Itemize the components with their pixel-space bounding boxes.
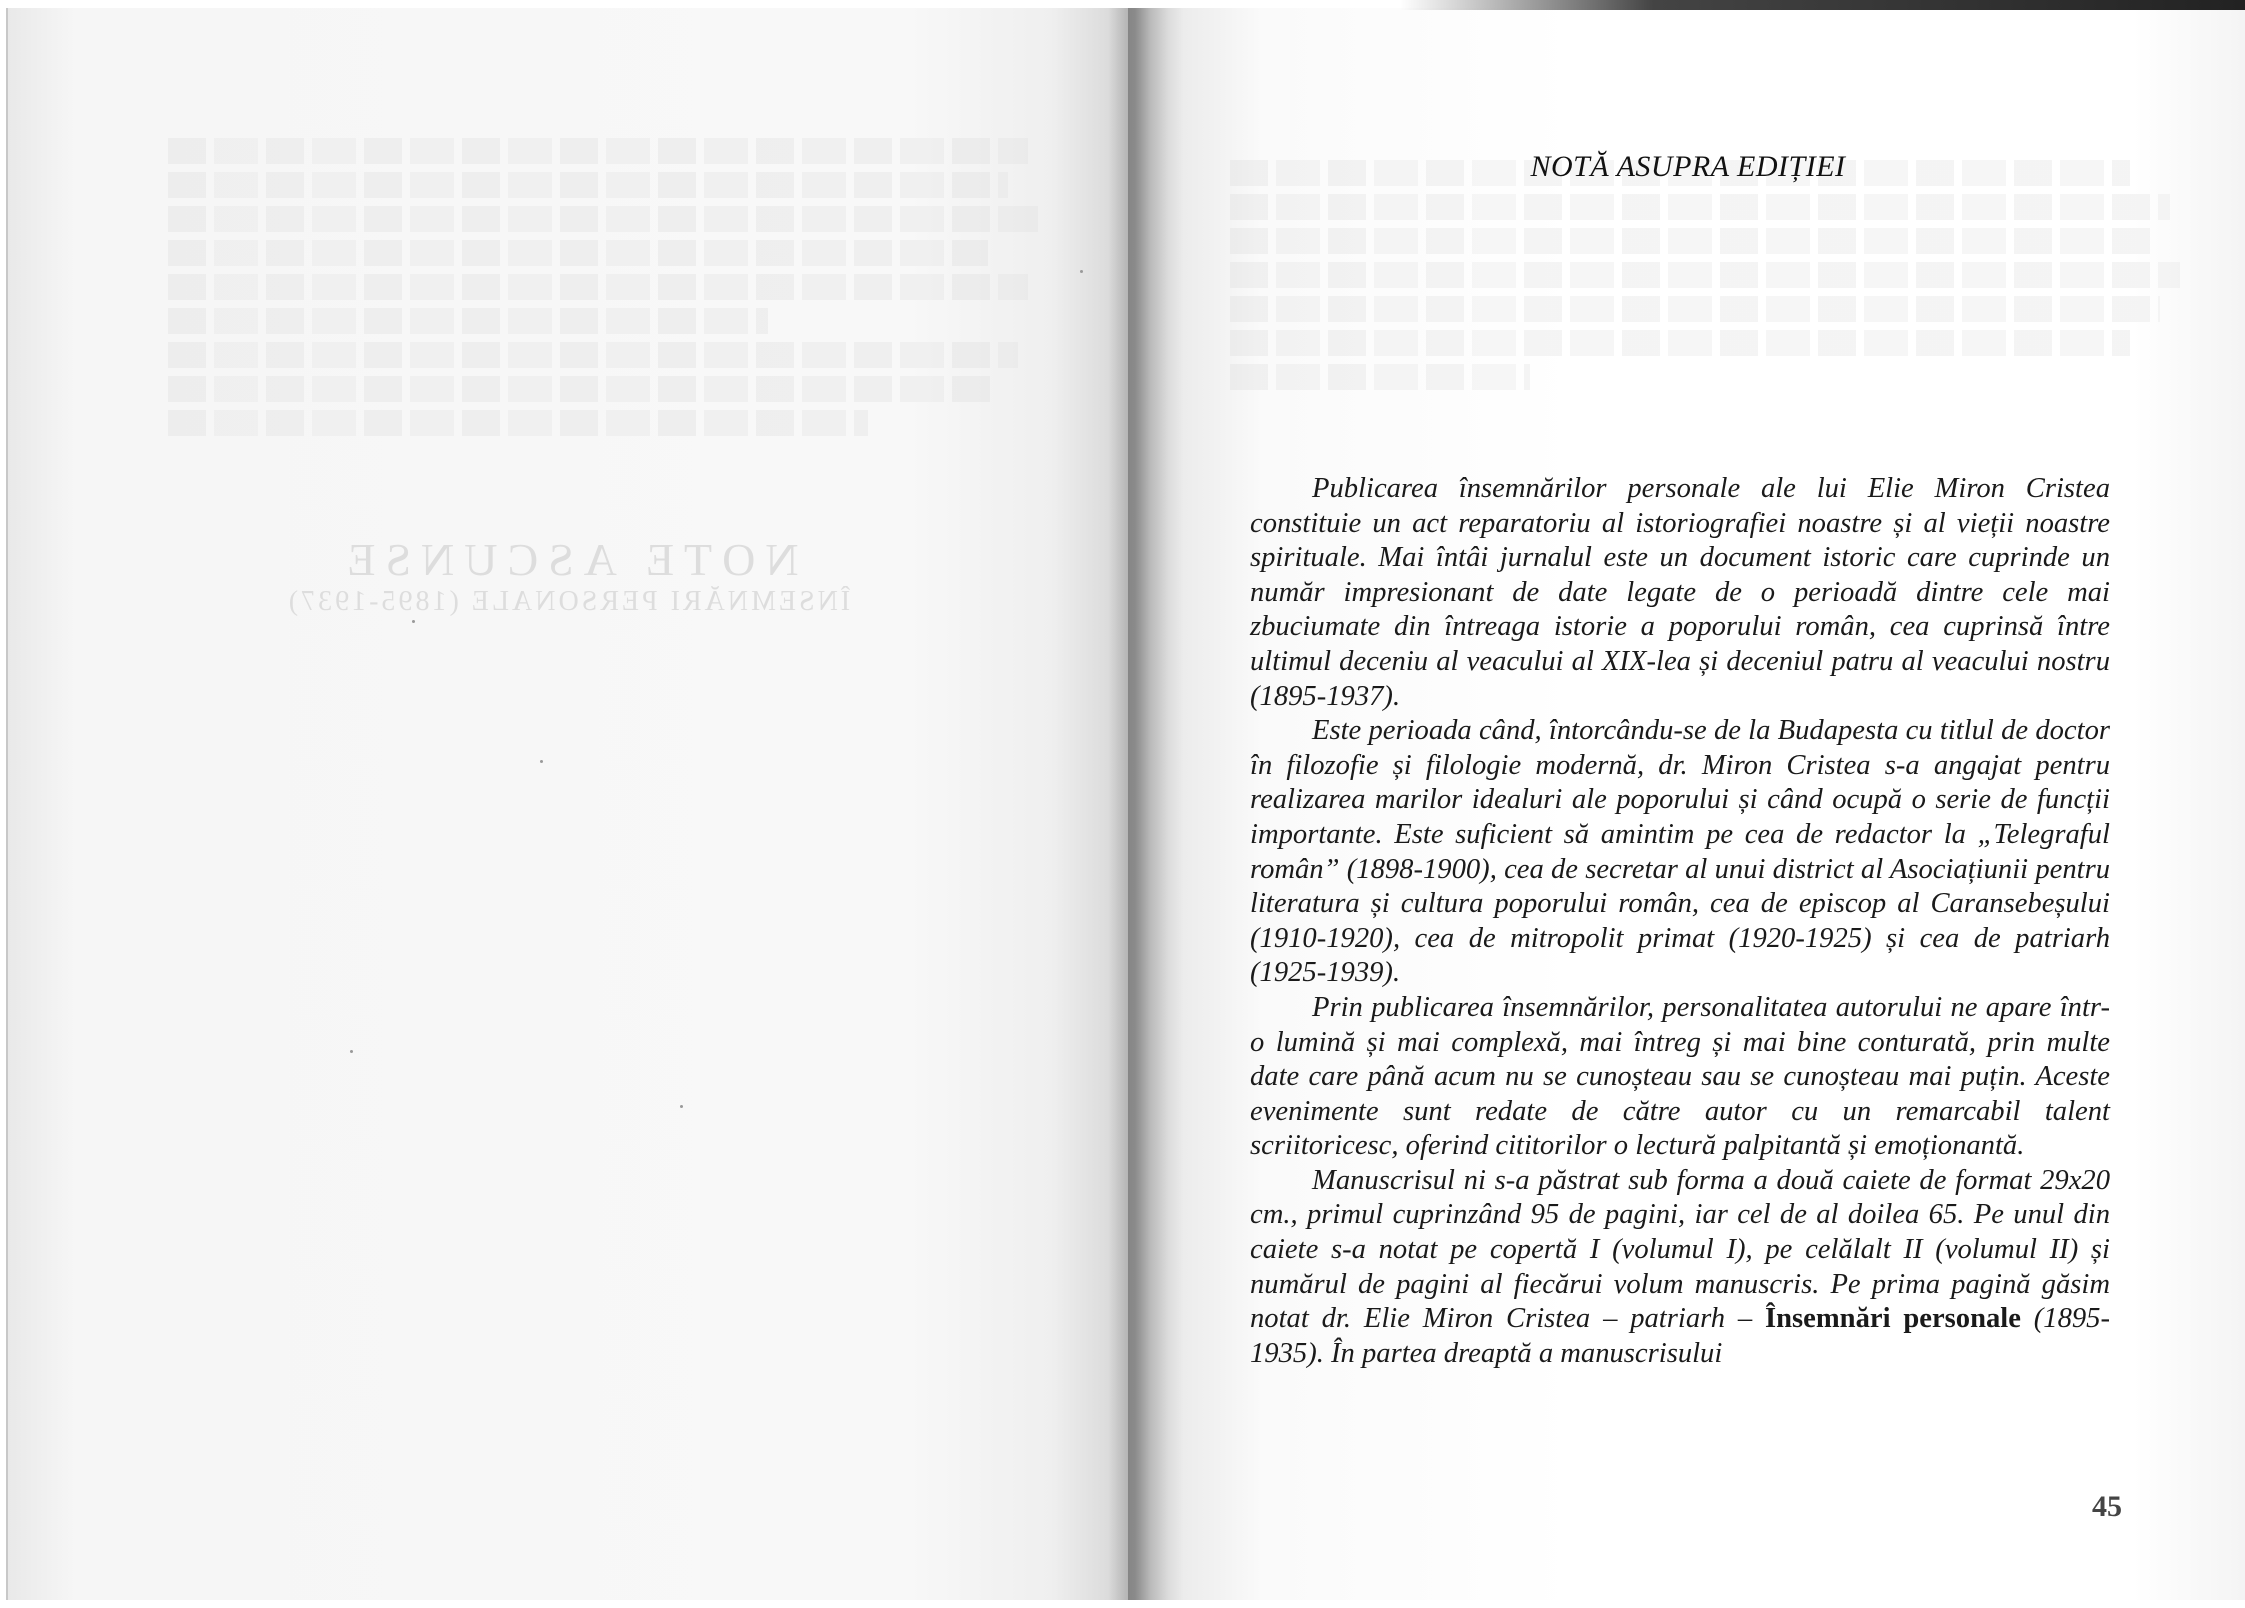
paragraph-4 bbox=[1250, 1164, 2110, 1372]
paper-speck bbox=[412, 620, 415, 623]
paragraph-4-bold-title: Însemnări personale bbox=[1765, 1303, 2021, 1335]
paragraph-2: Este perioada când, întorcându-se de la Budapesta cu titlul de doctor în filozofie și filologie modernă, dr. Miron Cristea s-a angajat pentru realizarea marilor idealuri ale poporului și când ocupă o serie de funcții importante. Este suficient să amintim pe cea de redactor la „Telegraful român” (1898-1900), cea de secretar al unui district al Asociațiunii pentru literatura și cultura poporului român, cea de episcop al Caransebeșului (1910-1920), cea de mitropolit primat (1920-1925) și cea de patriarh (1925-1939). bbox=[1250, 715, 2110, 989]
paper-speck bbox=[350, 1050, 353, 1053]
left-page bbox=[6, 8, 1130, 1600]
body-text bbox=[1250, 472, 2110, 1371]
paragraph-1: Publicarea însemnărilor personale ale lui Elie Miron Cristea constituie un act reparatoriu al istoriografiei noastre și al vieții noastre spirituale. Mai întâi jurnalul este un document istoric care cuprinde un număr impresionant de date legate de o perioadă dintre cele mai zbuciumate din întreaga istorie a poporului român, cea cuprinsă între ultimul deceniu al veacului al XIX-lea și deceniul patru al veacului nostru (1895-1937). bbox=[1250, 473, 2110, 712]
scan-edge bbox=[1400, 0, 2245, 10]
paper-speck bbox=[1080, 270, 1083, 273]
left-page-show-through-title: NOTE ASCUNSE bbox=[337, 534, 799, 585]
right-page-bleed-through bbox=[1230, 160, 2190, 480]
book-gutter bbox=[1108, 8, 1168, 1600]
left-page-show-through-subtitle: ÎNSEMNĂRI PERSONALE (1895-1937) bbox=[285, 586, 851, 617]
page-number: 45 bbox=[2092, 1490, 2122, 1523]
left-page-bleed-through bbox=[168, 138, 1048, 468]
paragraph-4-part-2: (1895-1935). În partea dreaptă a manuscrisului bbox=[1250, 1303, 2110, 1369]
paragraph-4-part-1: Manuscrisul ni s-a păstrat sub forma a două caiete de format 29x20 cm., primul cuprinzând 95 de pagini, iar cel de al doilea 65. Pe unul din caiete s-a notat pe copertă I (volumul I), pe celălalt II (volumul II) și numărul de pagini al fiecărui volum manuscris. Pe prima pagină găsim notat dr. Elie Miron Cristea – patriarh – bbox=[1250, 1164, 2110, 1335]
paper-speck bbox=[540, 760, 543, 763]
paragraph-3: Prin publicarea însemnărilor, personalitatea autorului ne apare într-o lumină și mai complexă, mai întreg și mai bine conturată, prin multe date care până acum nu se cunoșteau sau se cunoșteau mai puțin. Aceste evenimente sunt redate de către autor cu un remarcabil talent scriitoricesc, oferind cititorilor o lectură palpitantă și emoționantă. bbox=[1250, 991, 2110, 1162]
page-title: NOTĂ ASUPRA EDIȚIEI bbox=[1530, 150, 1846, 183]
paper-speck bbox=[680, 1105, 683, 1108]
